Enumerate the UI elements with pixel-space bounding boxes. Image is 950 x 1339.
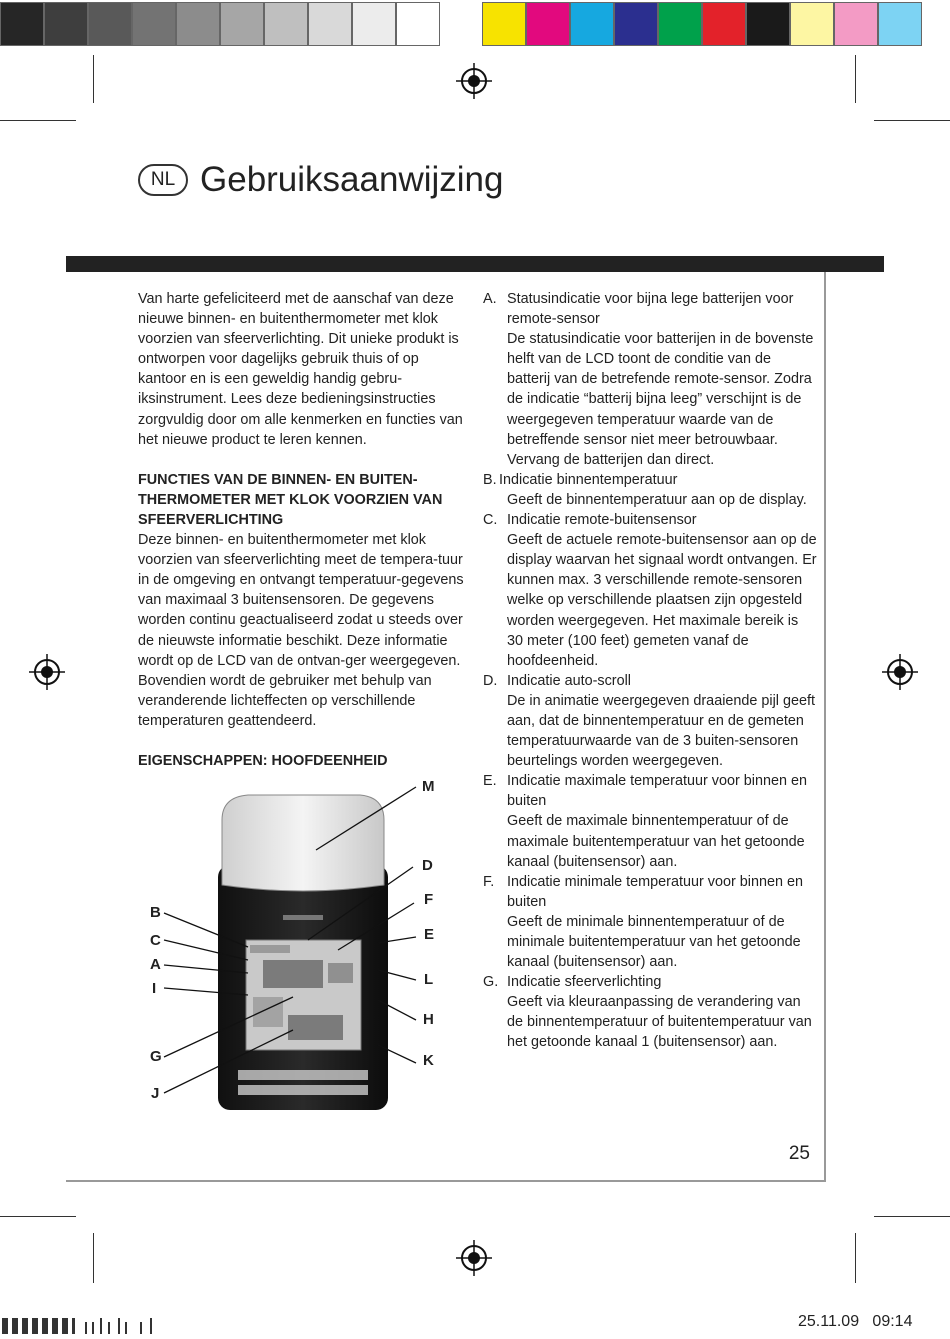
color-swatch [614,2,658,46]
crop-mark [0,1216,76,1217]
device-light-cap [222,795,384,891]
indicator-item-e: E. Indicatie maximale temperatuur voor binnen en buiten [483,773,807,810]
color-swatch [176,2,220,46]
indicator-item-d: D. Indicatie auto-scroll [483,672,631,689]
left-column [138,289,468,771]
callout-label: I [152,980,157,997]
registration-mark-icon [882,654,918,690]
page-number: 25 [788,1143,810,1164]
callout-label: G [150,1048,162,1065]
callout-label: C [150,932,161,949]
process-colorbar [482,2,922,46]
color-swatch [702,2,746,46]
indicator-desc-d: De in animatie weergegeven draaiende pijl geeft aan, dat de binnentemperatuur en de gemeten temperatuurwaarde van de 3 buiten-sensoren beurtelings worden weergegeven. [507,692,816,770]
color-swatch [570,2,614,46]
callout-label: D [422,857,433,874]
crop-mark [855,55,856,103]
right-column [483,289,818,1053]
device-illustration [138,775,468,1115]
indicator-item-f: F. Indicatie minimale temperatuur voor binnen en buiten [483,873,803,910]
page-title: Gebruiksaanwijzing [200,160,504,199]
registration-mark-icon [456,63,492,99]
registration-mark-icon [456,1240,492,1276]
color-swatch [44,2,88,46]
crop-mark [874,1216,950,1217]
functies-paragraph: Deze binnen- en buitenthermometer met klok voorzien van sfeerverlichting meet de tempera-tuur in de omgeving en ontvangt temperatuur-gegevens van maximaal 3 buitensensoren. De gegevens worden continu geactualiseerd zodat u steeds over de nieuwste informatie beschikt. Deze informatie wordt op de LCD van de ontvan-ger weergegeven. Bovendien wordt de gebruiker met behulp van veranderende lichteffecten op verschillende temperaturen geattendeerd. [138,532,464,729]
color-swatch [396,2,440,46]
indicator-item-b: B. Indicatie binnentemperatuur [483,471,678,488]
indicator-item-c: C. Indicatie remote-buitensensor [483,512,697,529]
indicator-item-a: A. Statusindicatie voor bijna lege batterijen voor remote-sensor [483,291,794,328]
page-border-bottom [66,1180,826,1182]
color-swatch [0,2,44,46]
language-badge: NL [138,164,188,196]
grayscale-colorbar [0,2,440,46]
indicator-desc-c: Geeft de actuele remote-buitensensor aan op de display waarvan het signaal wordt ontvangen. Er kunnen max. 3 verschillende remote-sensoren welke op verschillende plaatsen zijn opgesteld worden weergegeven. Het maximale bereik is 30 meter (100 feet) gemeten vanaf de hoofdeenheid. [507,532,817,669]
color-swatch [746,2,790,46]
callout-label: E [424,926,435,943]
callout-label: H [423,1011,434,1028]
color-swatch [220,2,264,46]
crop-mark [855,1233,856,1283]
crop-mark [93,55,94,103]
page-border-right [824,272,826,1182]
indicator-item-g: G. Indicatie sfeerverlichting [483,974,662,991]
callout-label: M [422,778,435,795]
section-heading-functies: FUNCTIES VAN DE BINNEN- EN BUITEN-THERMOMETER MET KLOK VOORZIEN VAN SFEERVERLICHTING [138,471,443,528]
page-header [138,160,503,200]
section-heading-eigenschappen: EIGENSCHAPPEN: HOOFDEENHEID [138,752,388,769]
crop-mark [0,120,76,121]
callout-label: B [150,904,161,921]
intro-paragraph: Van harte gefeliciteerd met de aanschaf van deze nieuwe binnen- en buitenthermometer met klok voorzien van sfeerverlichting. Dit unieke produkt is ontworpen voor dagelijks gebruik thuis of op kantoor en is een geweldig handig gebru-iksinstrument. Lees deze bedieningsinstructies zorgvuldig door om alle kenmerken en functies van het nieuwe product te leren kennen. [138,291,463,448]
registration-mark-icon [29,654,65,690]
indicator-desc-g: Geeft via kleuraanpassing de verandering van de binnentemperatuur of buitentemperatuur van het getoonde kanaal 1 (buitensensor) aan. [507,994,812,1051]
color-swatch [482,2,526,46]
color-swatch [878,2,922,46]
color-swatch [264,2,308,46]
callout-label: L [424,971,434,988]
callout-label: F [424,891,434,908]
color-swatch [88,2,132,46]
callout-label: K [423,1052,434,1069]
callout-label: A [150,956,161,973]
color-swatch [526,2,570,46]
indicator-desc-a: De statusindicatie voor batterijen in de bovenste helft van de LCD toont de conditie van de batterij van de betrefende remote-sensor. Zodra de indicatie “batterij bijna leeg” verschijnt is de weergegeven temperatuur waarde van de betreffende sensor niet meer betrouwbaar. Vervang de batterijen dan direct. [507,331,814,468]
color-swatch [790,2,834,46]
color-swatch [658,2,702,46]
crop-mark [874,120,950,121]
indicator-desc-e: Geeft de maximale binnentemperatuur of de maximale buitentemperatuur van het getoonde kanaal (buitensensor) aan. [507,813,805,870]
print-slug-barcode [0,1312,250,1336]
color-swatch [308,2,352,46]
indicator-desc-f: Geeft de minimale binnentemperatuur of de minimale buitentemperatuur van het getoonde kanaal (buitensensor) aan. [507,913,801,971]
indicator-desc-b: Geeft de binnentemperatuur aan op de display. [507,491,807,508]
device-diagram [138,775,468,1115]
callout-label: J [151,1085,160,1102]
color-swatch [132,2,176,46]
color-swatch [352,2,396,46]
print-date: 25.11.09 09:14 [798,1313,913,1330]
crop-mark [93,1233,94,1283]
color-swatch [834,2,878,46]
header-bar [66,256,884,272]
